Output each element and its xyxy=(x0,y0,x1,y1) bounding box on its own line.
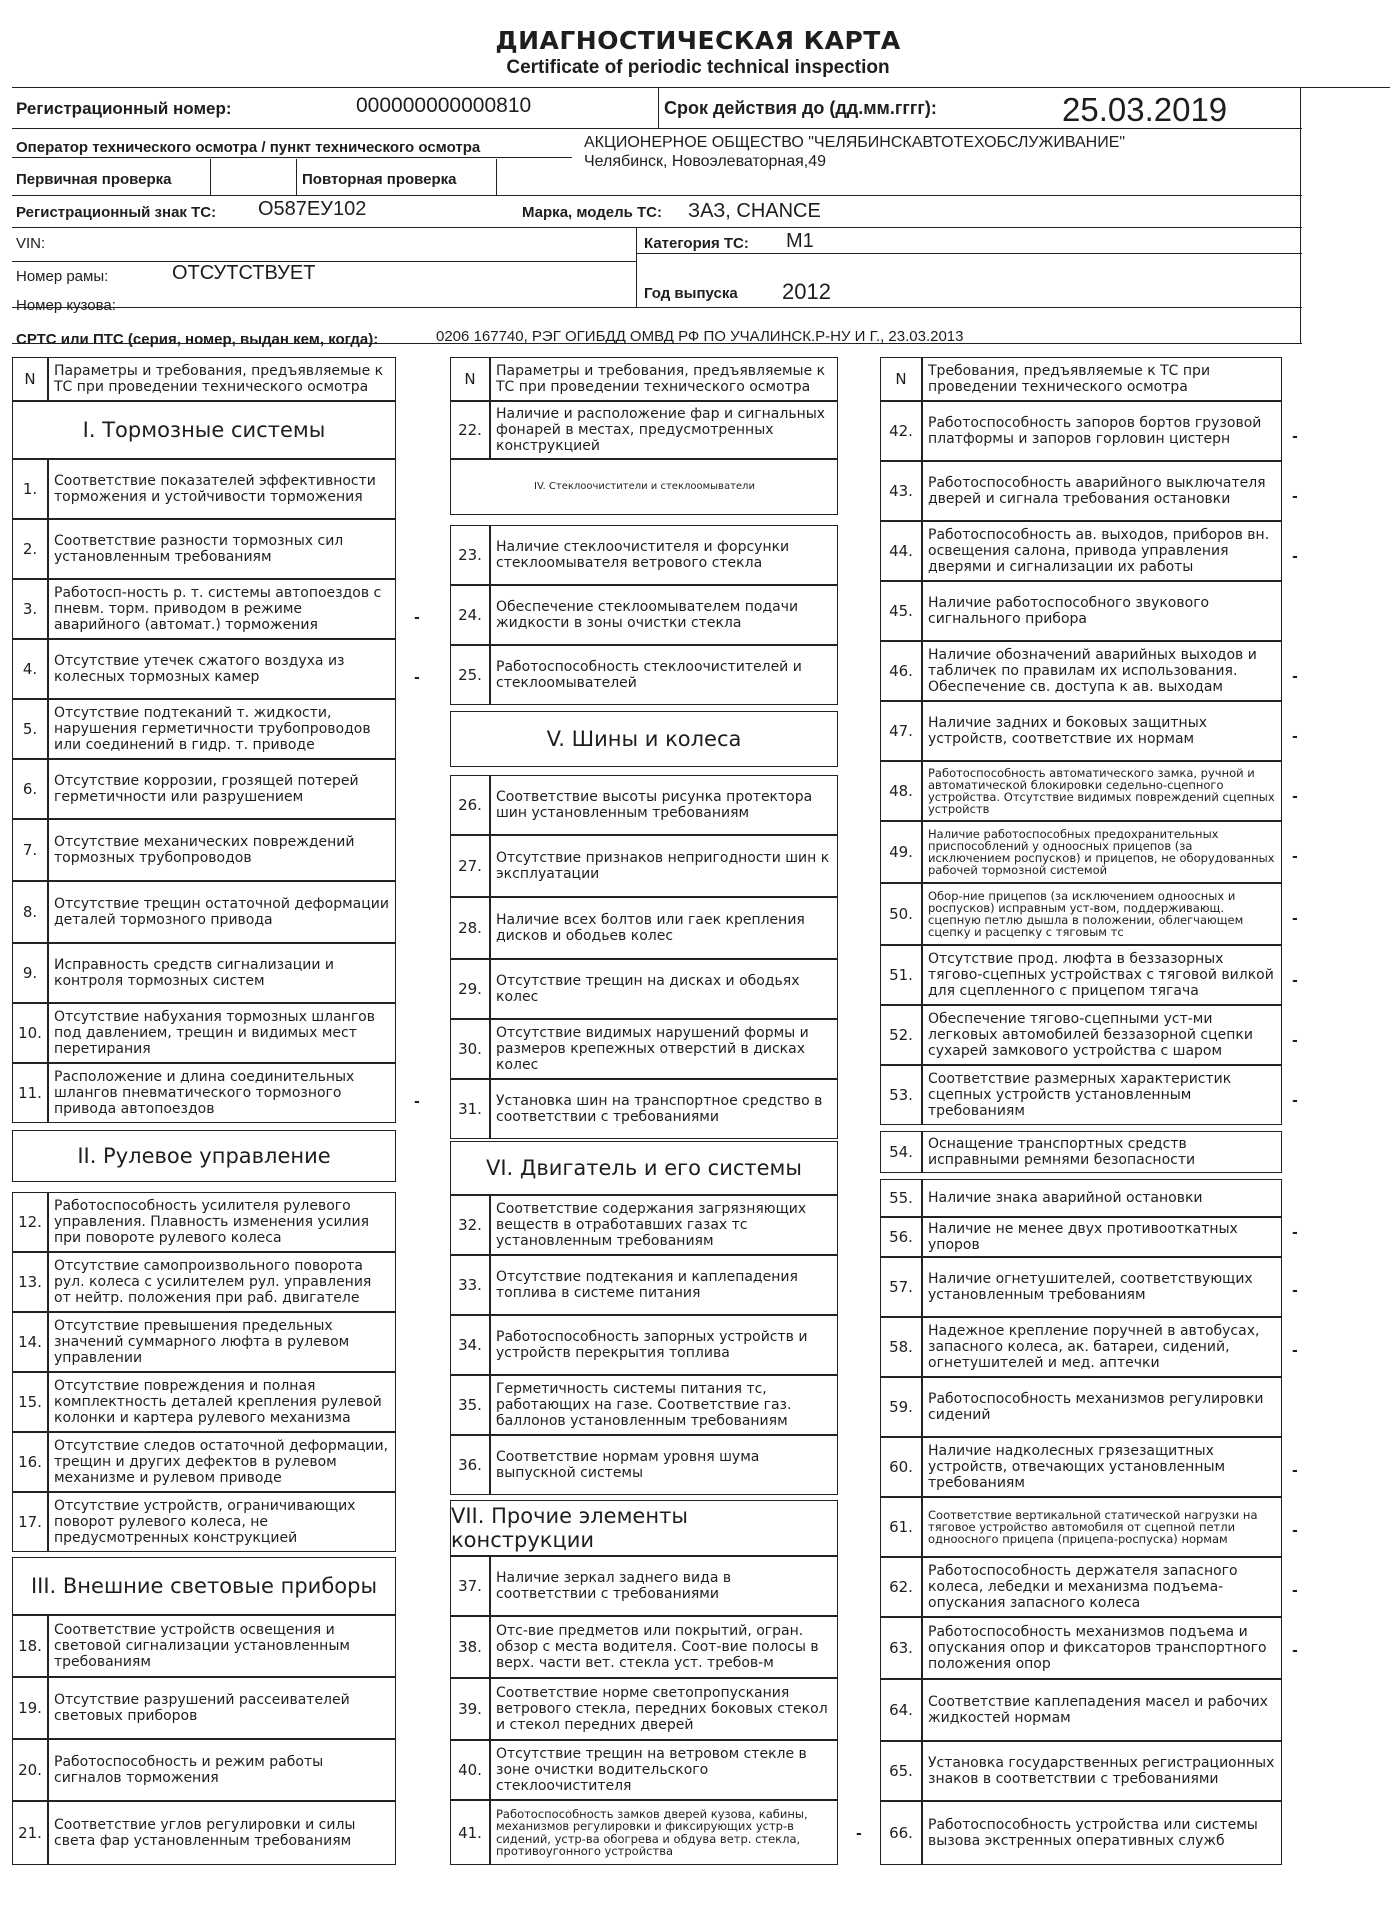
item-text: Наличие огнетушителей, соответствующих установленным требованиям xyxy=(922,1257,1282,1317)
body-label: Номер кузова: xyxy=(16,297,116,314)
item-text: Наличие обозначений аварийных выходов и табличек по правилам их использования. Обеспечение св. доступа к ав. выходам xyxy=(922,641,1282,701)
result-mark: - xyxy=(1292,1093,1298,1109)
item-number: 58. xyxy=(880,1317,922,1377)
item-text: Обеспечение стеклоомывателем подачи жидкости в зоны очистки стекла xyxy=(490,585,838,645)
year-label: Год выпуска xyxy=(644,285,738,302)
item-number: 39. xyxy=(450,1678,490,1740)
item-text: Наличие надколесных грязезащитных устройств, отвечающих установленным требованиям xyxy=(922,1437,1282,1497)
divider xyxy=(296,159,297,195)
item-text: Отсутствие прод. люфта в беззазорных тягово-сцепных устройствах с тяговой вилкой для сцепленного с прицепом тягача xyxy=(922,945,1282,1005)
document-title: ДИАГНОСТИЧЕСКАЯ КАРТА xyxy=(495,26,901,55)
section-tires: V. Шины и колеса xyxy=(450,711,838,767)
item-number: 56. xyxy=(880,1217,922,1257)
item-number: 9. xyxy=(12,943,48,1003)
operator-address: Челябинск, Новоэлеваторная,49 xyxy=(584,153,827,170)
item-number: 59. xyxy=(880,1377,922,1437)
section-steering: II. Рулевое управление xyxy=(12,1130,396,1182)
item-text: Отсутствие самопроизвольного поворота рул. колеса с усилителем рул. управления от нейтр. положения при раб. двигателе xyxy=(48,1252,396,1312)
item-text: Работоспособность ав. выходов, приборов вн. освещения салона, привода управления дверями и сигнализации их работы xyxy=(922,521,1282,581)
plate-value: О587ЕУ102 xyxy=(258,198,367,220)
result-mark: - xyxy=(856,1826,862,1842)
item-text: Соответствие показателей эффективности торможения и устойчивости торможения xyxy=(48,459,396,519)
divider xyxy=(496,159,497,195)
item-number: 65. xyxy=(880,1741,922,1801)
result-mark: - xyxy=(414,610,420,626)
item-number: 33. xyxy=(450,1255,490,1315)
item-text: Соответствие разности тормозных сил установленным требованиям xyxy=(48,519,396,579)
item-text: Отсутствие коррозии, грозящей потерей герметичности или разрушением xyxy=(48,759,396,819)
item-number: 13. xyxy=(12,1252,48,1312)
result-mark: - xyxy=(1292,1463,1298,1479)
item-text: Работоспособность механизмов подъема и опускания опор и фиксаторов транспортного положения опор xyxy=(922,1617,1282,1679)
item-text: Оснащение транспортных средств исправными ремнями безопасности xyxy=(922,1131,1282,1173)
item-text: Обеспечение тягово-сцепными уст-ми легковых автомобилей беззазорной сцепки сухарей замкового устройства с шаром xyxy=(922,1005,1282,1065)
valid-until-value: 25.03.2019 xyxy=(1062,91,1228,128)
item-number: 52. xyxy=(880,1005,922,1065)
item-number: 41. xyxy=(450,1800,490,1865)
item-number: 25. xyxy=(450,645,490,705)
make-label: Марка, модель ТС: xyxy=(522,204,663,221)
result-mark: - xyxy=(1292,1523,1298,1539)
item-number: 32. xyxy=(450,1195,490,1255)
col-n-header: N xyxy=(12,357,48,401)
item-number: 43. xyxy=(880,461,922,521)
item-text: Соответствие вертикальной статической нагрузки на тяговое устройство автомобиля от сцепной петли одноосного прицепа (прицепа-роспуска) нормам xyxy=(922,1497,1282,1557)
item-number: 18. xyxy=(12,1615,48,1677)
divider xyxy=(658,87,659,128)
item-number: 47. xyxy=(880,701,922,761)
item-number: 42. xyxy=(880,401,922,461)
inspection-table xyxy=(12,357,1312,1869)
primary-check-label: Первичная проверка xyxy=(16,171,172,188)
item-text: Установка шин на транспортное средство в соответствии с требованиями xyxy=(490,1079,838,1139)
item-number: 21. xyxy=(12,1801,48,1865)
item-text: Обор-ние прицепов (за исключением одноосных и роспусков) исправным уст-вом, поддерживающ. сцепную петлю дышла в положении, облегчающем сцепку и расцепку с тяговым тс xyxy=(922,883,1282,945)
item-text: Наличие всех болтов или гаек крепления дисков и ободьев колес xyxy=(490,897,838,959)
header-block xyxy=(12,87,1390,348)
item-text: Отсутствие трещин на ветровом стекле в зоне очистки водительского стеклоочистителя xyxy=(490,1740,838,1800)
item-text: Соответствие нормам уровня шума выпускной системы xyxy=(490,1435,838,1495)
item-text: Герметичность системы питания тс, работающих на газе. Соответствие газ. баллонов установленным требованиям xyxy=(490,1375,838,1435)
item-text: Работоспособность автоматического замка, ручной и автоматической блокировки седельно-сцепного устройства. Отсутствие видимых повреждений сцепных устройств xyxy=(922,761,1282,821)
item-text: Отсутствие набухания тормозных шлангов под давлением, трещин и видимых мест перетирания xyxy=(48,1003,396,1063)
item-text: Соответствие каплепадения масел и рабочих жидкостей нормам xyxy=(922,1679,1282,1741)
col-n-header: N xyxy=(450,357,490,401)
item-number: 16. xyxy=(12,1432,48,1492)
result-mark: - xyxy=(1292,1033,1298,1049)
item-text: Отсутствие устройств, ограничивающих поворот рулевого колеса, не предусмотренных конструкцией xyxy=(48,1492,396,1552)
item-text: Отсутствие признаков непригодности шин к эксплуатации xyxy=(490,835,838,897)
item-number: 27. xyxy=(450,835,490,897)
item-number: 6. xyxy=(12,759,48,819)
result-mark: - xyxy=(1292,973,1298,989)
item-text: Наличие зеркал заднего вида в соответствии с требованиями xyxy=(490,1556,838,1616)
item-number: 51. xyxy=(880,945,922,1005)
result-mark: - xyxy=(1292,1343,1298,1359)
item-number: 34. xyxy=(450,1315,490,1375)
item-number: 54. xyxy=(880,1131,922,1173)
item-number: 8. xyxy=(12,881,48,943)
item-text: Отсутствие следов остаточной деформации, трещин и других дефектов в рулевом механизме и рулевом приводе xyxy=(48,1432,396,1492)
valid-until-label: Срок действия до (дд.мм.гггг): xyxy=(664,98,937,118)
item-text: Наличие стеклоочистителя и форсунки стеклоомывателя ветрового стекла xyxy=(490,525,838,585)
item-number: 2. xyxy=(12,519,48,579)
result-mark: - xyxy=(414,670,420,686)
plate-label: Регистрационный знак ТС: xyxy=(16,204,217,221)
item-number: 45. xyxy=(880,581,922,641)
item-number: 1. xyxy=(12,459,48,519)
result-mark: - xyxy=(1292,729,1298,745)
item-number: 35. xyxy=(450,1375,490,1435)
item-number: 20. xyxy=(12,1739,48,1801)
item-text: Соответствие углов регулировки и силы света фар установленным требованиям xyxy=(48,1801,396,1865)
item-text: Наличие и расположение фар и сигнальных фонарей в местах, предусмотренных конструкцией xyxy=(490,401,838,459)
divider xyxy=(1300,87,1301,343)
item-number: 22. xyxy=(450,401,490,459)
divider xyxy=(12,261,636,262)
section-other: VII. Прочие элементы конструкции xyxy=(450,1500,838,1556)
vin-label: VIN: xyxy=(16,235,46,252)
item-text: Отсутствие повреждения и полная комплектность деталей крепления рулевой колонки и картера рулевого механизма xyxy=(48,1372,396,1432)
col-n-header: N xyxy=(880,357,922,401)
item-text: Работоспособность запоров бортов грузовой платформы и запоров горловин цистерн xyxy=(922,401,1282,461)
frame-value: ОТСУТСТВУЕТ xyxy=(172,262,316,284)
item-text: Отсутствие подтекания и каплепадения топлива в системе питания xyxy=(490,1255,838,1315)
col-header: Требования, предъявляемые к ТС при проведении технического осмотра xyxy=(922,357,1282,401)
item-text: Наличие задних и боковых защитных устройств, соответствие их нормам xyxy=(922,701,1282,761)
result-mark: - xyxy=(1292,1283,1298,1299)
item-number: 63. xyxy=(880,1617,922,1679)
item-number: 12. xyxy=(12,1192,48,1252)
operator-name: АКЦИОНЕРНОЕ ОБЩЕСТВО "ЧЕЛЯБИНСКАВТОТЕХОБСЛУЖИВАНИЕ" xyxy=(584,134,1126,151)
item-number: 44. xyxy=(880,521,922,581)
result-mark: - xyxy=(1292,1583,1298,1599)
item-number: 66. xyxy=(880,1801,922,1865)
column-1 xyxy=(12,357,422,1869)
year-value: 2012 xyxy=(782,279,831,304)
divider xyxy=(210,159,211,195)
category-label: Категория ТС: xyxy=(644,235,749,252)
item-text: Работоспособность держателя запасного колеса, лебедки и механизма подъема-опускания запасного колеса xyxy=(922,1557,1282,1617)
col-header: Параметры и требования, предъявляемые к ТС при проведении технического осмотра xyxy=(490,357,838,401)
item-text: Работоспособность устройства или системы вызова экстренных оперативных служб xyxy=(922,1801,1282,1865)
item-number: 48. xyxy=(880,761,922,821)
item-number: 23. xyxy=(450,525,490,585)
item-number: 36. xyxy=(450,1435,490,1495)
item-text: Соответствие высоты рисунка протектора шин установленным требованиям xyxy=(490,775,838,835)
item-number: 46. xyxy=(880,641,922,701)
result-mark: - xyxy=(1292,669,1298,685)
result-mark: - xyxy=(1292,849,1298,865)
divider xyxy=(636,253,1302,254)
reg-number-value: 000000000000810 xyxy=(356,94,532,117)
item-number: 5. xyxy=(12,699,48,759)
section-lighting: III. Внешние световые приборы xyxy=(12,1557,396,1615)
divider xyxy=(12,195,1302,196)
item-number: 10. xyxy=(12,1003,48,1063)
result-mark: - xyxy=(1292,1225,1298,1241)
result-mark: - xyxy=(1292,429,1298,445)
item-text: Отсутствие разрушений рассеивателей световых приборов xyxy=(48,1677,396,1739)
item-number: 15. xyxy=(12,1372,48,1432)
item-text: Отсутствие подтеканий т. жидкости, нарушения герметичности трубопроводов или соединений в гидр. т. приводе xyxy=(48,699,396,759)
operator-label: Оператор технического осмотра / пункт технического осмотра xyxy=(16,139,481,156)
item-text: Работоспособность усилителя рулевого управления. Плавность изменения усилия при повороте рулевого колеса xyxy=(48,1192,396,1252)
result-mark: - xyxy=(1292,549,1298,565)
item-number: 7. xyxy=(12,819,48,881)
item-number: 55. xyxy=(880,1179,922,1217)
make-value: ЗАЗ, CHANCE xyxy=(688,200,821,222)
item-number: 38. xyxy=(450,1616,490,1678)
item-text: Расположение и длина соединительных шлангов пневматического тормозного привода автопоездов xyxy=(48,1063,396,1123)
item-text: Наличие работоспособного звукового сигнального прибора xyxy=(922,581,1282,641)
reg-number-label: Регистрационный номер: xyxy=(16,99,232,118)
repeat-check-label: Повторная проверка xyxy=(302,171,457,188)
item-text: Работоспособность замков дверей кузова, кабины, механизмов регулировки и фиксирующих устр-в сидений, устр-ва обогрева и обдува ветр. стекла, противоугонного устройства xyxy=(490,1800,838,1865)
item-text: Наличие работоспособных предохранительных приспособлений у одноосных прицепов (за исключением роспусков) и прицепов, не оборудованных рабочей тормозной системой xyxy=(922,821,1282,883)
item-text: Установка государственных регистрационных знаков в соответствии с требованиями xyxy=(922,1741,1282,1801)
doc-label: СРТС или ПТС (серия, номер, выдан кем, когда): xyxy=(16,331,379,348)
item-text: Отсутствие трещин остаточной деформации деталей тормозного привода xyxy=(48,881,396,943)
divider xyxy=(12,157,572,158)
item-number: 53. xyxy=(880,1065,922,1125)
result-mark: - xyxy=(1292,489,1298,505)
section-braking: I. Тормозные системы xyxy=(12,401,396,459)
item-text: Работоспособность стеклоочистителей и стеклоомывателей xyxy=(490,645,838,705)
item-text: Исправность средств сигнализации и контроля тормозных систем xyxy=(48,943,396,1003)
item-number: 30. xyxy=(450,1019,490,1079)
item-number: 3. xyxy=(12,579,48,639)
column-2 xyxy=(438,357,874,1869)
result-mark: - xyxy=(1292,911,1298,927)
result-mark: - xyxy=(1292,789,1298,805)
item-number: 50. xyxy=(880,883,922,945)
item-text: Отсутствие механических повреждений тормозных трубопроводов xyxy=(48,819,396,881)
item-text: Надежное крепление поручней в автобусах, запасного колеса, ак. батареи, сидений, огнетушителей и мед. аптечки xyxy=(922,1317,1282,1377)
frame-label: Номер рамы: xyxy=(16,268,109,285)
result-mark: - xyxy=(1292,1643,1298,1659)
item-text: Работоспособность механизмов регулировки сидений xyxy=(922,1377,1282,1437)
item-text: Работоспособность запорных устройств и устройств перекрытия топлива xyxy=(490,1315,838,1375)
item-text: Соответствие размерных характеристик сцепных устройств установленным требованиям xyxy=(922,1065,1282,1125)
item-number: 61. xyxy=(880,1497,922,1557)
col-header: Параметры и требования, предъявляемые к ТС при проведении технического осмотра xyxy=(48,357,396,401)
item-number: 62. xyxy=(880,1557,922,1617)
item-number: 28. xyxy=(450,897,490,959)
divider xyxy=(12,227,1302,228)
item-text: Работоспособность аварийного выключателя дверей и сигнала требования остановки xyxy=(922,461,1282,521)
item-number: 64. xyxy=(880,1679,922,1741)
item-number: 31. xyxy=(450,1079,490,1139)
section-wipers: IV. Стеклоочистители и стеклоомыватели xyxy=(450,459,838,515)
item-number: 60. xyxy=(880,1437,922,1497)
doc-value: 0206 167740, РЭГ ОГИБДД ОМВД РФ ПО УЧАЛИНСК.Р-НУ И Г., 23.03.2013 xyxy=(436,328,964,345)
item-number: 26. xyxy=(450,775,490,835)
divider xyxy=(12,87,1390,88)
item-text: Наличие не менее двух противооткатных упоров xyxy=(922,1217,1282,1257)
category-value: M1 xyxy=(786,230,814,252)
divider xyxy=(636,227,637,307)
item-number: 4. xyxy=(12,639,48,699)
item-number: 57. xyxy=(880,1257,922,1317)
section-engine: VI. Двигатель и его системы xyxy=(450,1141,838,1195)
item-text: Отсутствие видимых нарушений формы и размеров крепежных отверстий в дисках колес xyxy=(490,1019,838,1079)
document-subtitle: Certificate of periodic technical inspection xyxy=(506,57,890,78)
item-number: 24. xyxy=(450,585,490,645)
item-number: 11. xyxy=(12,1063,48,1123)
item-text: Работоспособность и режим работы сигналов торможения xyxy=(48,1739,396,1801)
column-3 xyxy=(868,357,1312,1869)
item-text: Отсутствие трещин на дисках и ободьях колес xyxy=(490,959,838,1019)
item-text: Соответствие содержания загрязняющих веществ в отработавших газах тс установленным требованиям xyxy=(490,1195,838,1255)
item-number: 17. xyxy=(12,1492,48,1552)
item-text: Соответствие норме светопропускания ветрового стекла, передних боковых стекол и стекол передних дверей xyxy=(490,1678,838,1740)
item-number: 19. xyxy=(12,1677,48,1739)
item-number: 29. xyxy=(450,959,490,1019)
item-text: Наличие знака аварийной остановки xyxy=(922,1179,1282,1217)
item-text: Соответствие устройств освещения и световой сигнализации установленным требованиям xyxy=(48,1615,396,1677)
divider xyxy=(12,307,1302,308)
item-text: Работосп-ность р. т. системы автопоездов с пневм. торм. приводом в режиме аварийного (автомат.) торможения xyxy=(48,579,396,639)
item-text: Отс-вие предметов или покрытий, огран. обзор с места водителя. Соот-вие полосы в верх. части вет. стекла уст. требов-м xyxy=(490,1616,838,1678)
item-number: 37. xyxy=(450,1556,490,1616)
item-number: 49. xyxy=(880,821,922,883)
item-number: 40. xyxy=(450,1740,490,1800)
item-text: Отсутствие превышения предельных значений суммарного люфта в рулевом управлении xyxy=(48,1312,396,1372)
item-number: 14. xyxy=(12,1312,48,1372)
result-mark: - xyxy=(414,1094,420,1110)
item-text: Отсутствие утечек сжатого воздуха из колесных тормозных камер xyxy=(48,639,396,699)
